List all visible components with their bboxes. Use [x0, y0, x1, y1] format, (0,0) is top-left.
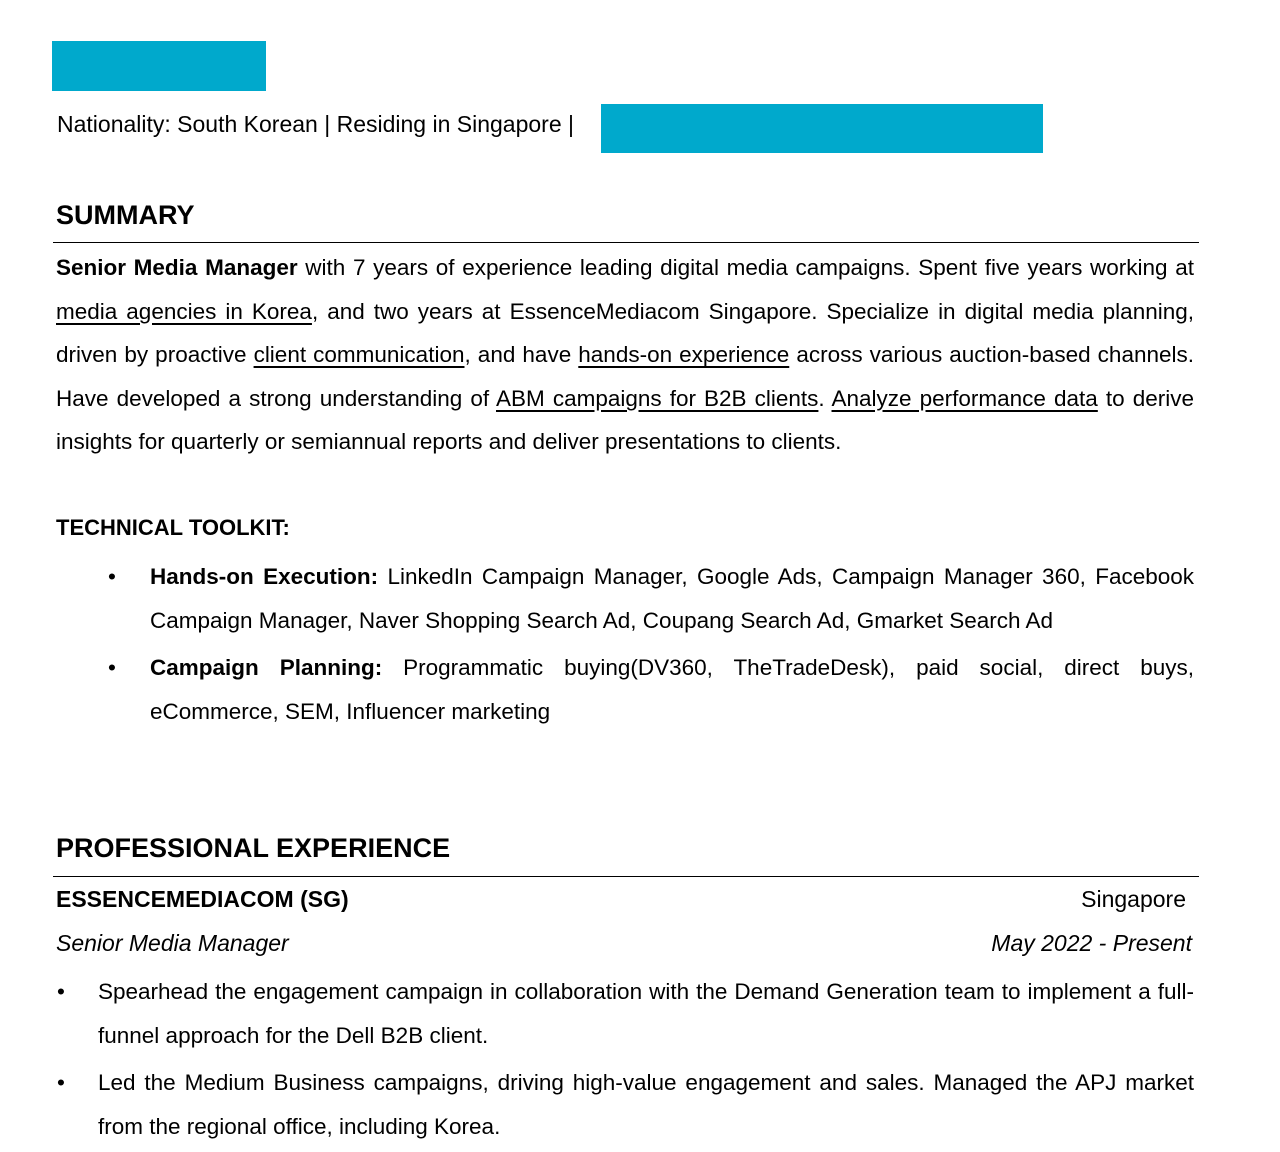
summary-divider: [53, 242, 1199, 243]
redacted-contact-block: [601, 104, 1043, 153]
summary-segment: , and have: [464, 342, 579, 368]
summary-segment: , and two years at EssenceMediacom Singapore. Specialize in digital media planning, driven by proactive: [56, 298, 1194, 368]
bullet-icon: •: [57, 979, 65, 1004]
toolkit-item-label: Hands-on Execution:: [150, 564, 379, 589]
contact-line: Nationality: South Korean | Residing in Singapore |: [57, 111, 574, 137]
company-location: Singapore: [1081, 886, 1186, 912]
toolkit-item: [108, 555, 1195, 642]
summary-segment: .: [818, 385, 832, 411]
redacted-name-block: [52, 41, 266, 91]
toolkit-item-text: LinkedIn Campaign Manager, Google Ads, Campaign Manager 360, Facebook Campaign Manager, Naver Shopping Search Ad, Coupang Search Ad, Gmarket Search Ad: [150, 564, 1195, 633]
summary-paragraph: [56, 246, 1194, 464]
summary-segment: Analyze performance data: [831, 385, 1098, 411]
company-name: ESSENCEMEDIACOM (SG): [56, 886, 349, 912]
toolkit-item-label: Campaign Planning:: [150, 655, 383, 681]
bullet-icon: •: [108, 564, 116, 589]
summary-segment: ABM campaigns for B2B clients: [496, 385, 819, 411]
experience-divider: [53, 876, 1199, 877]
summary-segment: hands-on experience: [578, 342, 790, 368]
role-row: [56, 927, 1192, 959]
summary-segment: across various auction-based channels. Have developed a strong understanding of: [56, 342, 1194, 411]
summary-segment: Senior Media Manager: [56, 255, 298, 280]
summary-segment: media agencies in Korea: [56, 298, 312, 324]
company-row: [56, 883, 1192, 915]
experience-bullet-text: Spearhead the engagement campaign in collaboration with the Demand Generation team to implement a full-funnel approach for the Dell B2B client.: [98, 979, 1194, 1048]
experience-bullets: [57, 970, 1194, 1148]
toolkit-heading: TECHNICAL TOOLKIT:: [56, 515, 290, 540]
experience-bullet: [57, 1061, 1194, 1148]
summary-segment: client communication: [253, 342, 465, 368]
toolkit-item: [108, 646, 1194, 733]
experience-bullet: [57, 970, 1194, 1057]
job-dates: May 2022 - Present: [991, 930, 1192, 956]
bullet-icon: •: [108, 655, 116, 681]
summary-segment: to derive insights for quarterly or semiannual reports and deliver presentations to clients.: [56, 385, 1195, 455]
toolkit-item-text: Programmatic buying(DV360, TheTradeDesk), paid social, direct buys, eCommerce, SEM, Influencer marketing: [150, 655, 1194, 724]
experience-heading: PROFESSIONAL EXPERIENCE: [56, 833, 451, 863]
toolkit-list: [108, 555, 1195, 733]
summary-heading: SUMMARY: [56, 200, 195, 230]
bullet-icon: •: [57, 1070, 65, 1096]
summary-segment: with 7 years of experience leading digital media campaigns. Spent five years working at: [297, 255, 1194, 280]
job-title: Senior Media Manager: [56, 930, 289, 956]
experience-bullet-text: Led the Medium Business campaigns, driving high-value engagement and sales. Managed the APJ market from the regional office, including Korea.: [98, 1070, 1194, 1139]
